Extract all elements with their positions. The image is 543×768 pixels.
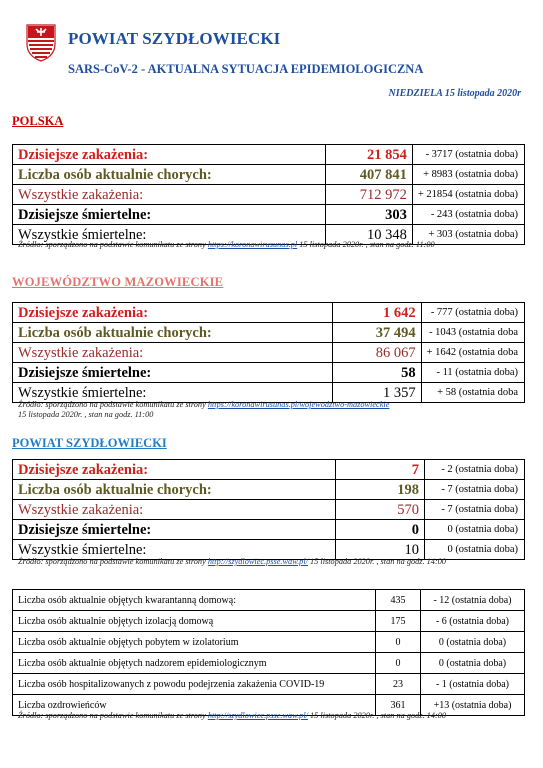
row-value: 86 067 [333,343,421,363]
row-change: - 7 (ostatnia doba) [425,500,525,520]
row-value: 10 348 [326,225,413,245]
row-label: Dzisiejsze śmiertelne: [13,205,326,225]
row-value: 175 [376,611,421,632]
row-value: 37 494 [333,323,421,343]
report-date: NIEDZIELA 15 listopada 2020r [388,88,521,99]
row-value: 1 642 [333,303,421,323]
szydlowiecki-stats-table [12,459,525,560]
row-change: - 1 (ostatnia doba) [421,674,525,695]
page-subtitle: SARS-CoV-2 - AKTUALNA SYTUACJA EPIDEMIOLOGICZNA [68,62,424,76]
row-change: +13 (ostatnia doba) [421,695,525,716]
row-value: 21 854 [326,145,413,165]
row-change: - 2 (ostatnia doba) [425,460,525,480]
row-value: 0 [376,632,421,653]
row-label: Wszystkie śmiertelne: [13,540,336,560]
row-change: 0 (ostatnia doba) [425,520,525,540]
district-details-table [12,589,525,716]
source-suffix: 15 listopada 2020r. , stan na godz. 11:00 [297,240,435,249]
row-change: + 303 (ostatnia doba) [412,225,524,245]
table-row [13,520,525,540]
row-label: Wszystkie zakażenia: [13,343,333,363]
source-suffix: 15 listopada 2020r. , stan na godz. 14:00 [307,557,447,566]
source-prefix: Źródło: sporządzono na podstawie komunikatu ze strony [18,711,208,720]
row-value: 407 841 [326,165,413,185]
table-row [13,205,525,225]
row-value: 435 [376,590,421,611]
source-link[interactable]: https://koronawirusunas.pl/wojewodztwo-mazowieckie [207,400,390,409]
source-link[interactable]: https://koronawirusunas.pl [207,240,298,249]
polska-stats-table [12,144,525,245]
row-label: Wszystkie śmiertelne: [13,383,333,403]
table-row [13,343,525,363]
row-change: - 243 (ostatnia doba) [412,205,524,225]
row-label: Dzisiejsze śmiertelne: [13,363,333,383]
row-label: Liczba osób aktualnie chorych: [13,323,333,343]
table-row [13,653,525,674]
row-label: Liczba osób aktualnie objętych nadzorem epidemiologicznym [13,653,376,674]
source-link[interactable]: http://szydlowiec.psse.waw.pl/ [207,557,308,566]
row-label: Liczba osób aktualnie chorych: [13,480,336,500]
source-note-district [18,711,446,721]
row-value: 58 [333,363,421,383]
row-change: - 6 (ostatnia doba) [421,611,525,632]
source-prefix: Źródło: sporządzono na podstawie komunikatu ze strony [18,240,208,249]
source-suffix: 15 listopada 2020r. , stan na godz. 14:00 [307,711,447,720]
row-change: - 777 (ostatnia doba) [421,303,524,323]
row-value: 570 [336,500,425,520]
source-prefix: Źródło: sporządzono na podstawie komunikatu ze strony [18,400,208,409]
row-change: + 1642 (ostatnia doba [421,343,524,363]
row-label: Dzisiejsze zakażenia: [13,303,333,323]
section-heading-mazowieckie: WOJEWÓDZTWO MAZOWIECKIE [12,275,224,289]
row-label: Wszystkie zakażenia: [13,185,326,205]
row-value: 10 [336,540,425,560]
table-row [13,500,525,520]
row-label: Wszystkie śmiertelne: [13,225,326,245]
coat-of-arms-icon [26,24,56,62]
row-label: Wszystkie zakażenia: [13,500,336,520]
row-value: 361 [376,695,421,716]
row-change: + 8983 (ostatnia doba) [412,165,524,185]
table-row [13,460,525,480]
row-change: - 3717 (ostatnia doba) [412,145,524,165]
source-link[interactable]: http://szydlowiec.psse.waw.pl/ [207,711,308,720]
source-line2: 15 listopada 2020r. , stan na godz. 11:00 [18,410,154,419]
row-value: 0 [336,520,425,540]
table-row [13,145,525,165]
source-note-mazowieckie [18,400,389,420]
row-value: 198 [336,480,425,500]
row-value: 7 [336,460,425,480]
row-change: - 12 (ostatnia doba) [421,590,525,611]
row-label: Liczba osób aktualnie objętych kwarantanną domową: [13,590,376,611]
table-row [13,363,525,383]
row-value: 712 972 [326,185,413,205]
row-label: Liczba osób hospitalizowanych z powodu podejrzenia zakażenia COVID-19 [13,674,376,695]
row-label: Dzisiejsze zakażenia: [13,145,326,165]
row-change: 0 (ostatnia doba) [421,653,525,674]
row-value: 23 [376,674,421,695]
row-change: - 1043 (ostatnia doba [421,323,524,343]
table-row [13,611,525,632]
table-row [13,632,525,653]
source-note-szydlowiecki [18,557,446,567]
row-label: Liczba osób aktualnie objętych izolacją domową [13,611,376,632]
row-label: Dzisiejsze zakażenia: [13,460,336,480]
row-change: - 11 (ostatnia doba) [421,363,524,383]
table-row [13,590,525,611]
page-title: POWIAT SZYDŁOWIECKI [68,29,281,48]
section-heading-polska: POLSKA [12,114,64,128]
table-row [13,674,525,695]
table-row [13,323,525,343]
table-row [13,480,525,500]
row-value: 0 [376,653,421,674]
table-row [13,185,525,205]
row-change: + 58 (ostatnia doba [421,383,524,403]
row-label: Liczba osób aktualnie objętych pobytem w izolatorium [13,632,376,653]
mazowieckie-stats-table [12,302,525,403]
table-row [13,165,525,185]
row-change: - 7 (ostatnia doba) [425,480,525,500]
row-label: Liczba ozdrowieńców [13,695,376,716]
row-label: Liczba osób aktualnie chorych: [13,165,326,185]
source-note-polska [18,240,435,250]
row-label: Dzisiejsze śmiertelne: [13,520,336,540]
row-change: 0 (ostatnia doba) [425,540,525,560]
source-prefix: Źródło: sporządzono na podstawie komunikatu ze strony [18,557,208,566]
table-row [13,303,525,323]
section-heading-szydlowiecki: POWIAT SZYDŁOWIECKI [12,436,167,450]
row-change: 0 (ostatnia doba) [421,632,525,653]
row-value: 1 357 [333,383,421,403]
row-change: + 21854 (ostatnia doba) [412,185,524,205]
row-value: 303 [326,205,413,225]
